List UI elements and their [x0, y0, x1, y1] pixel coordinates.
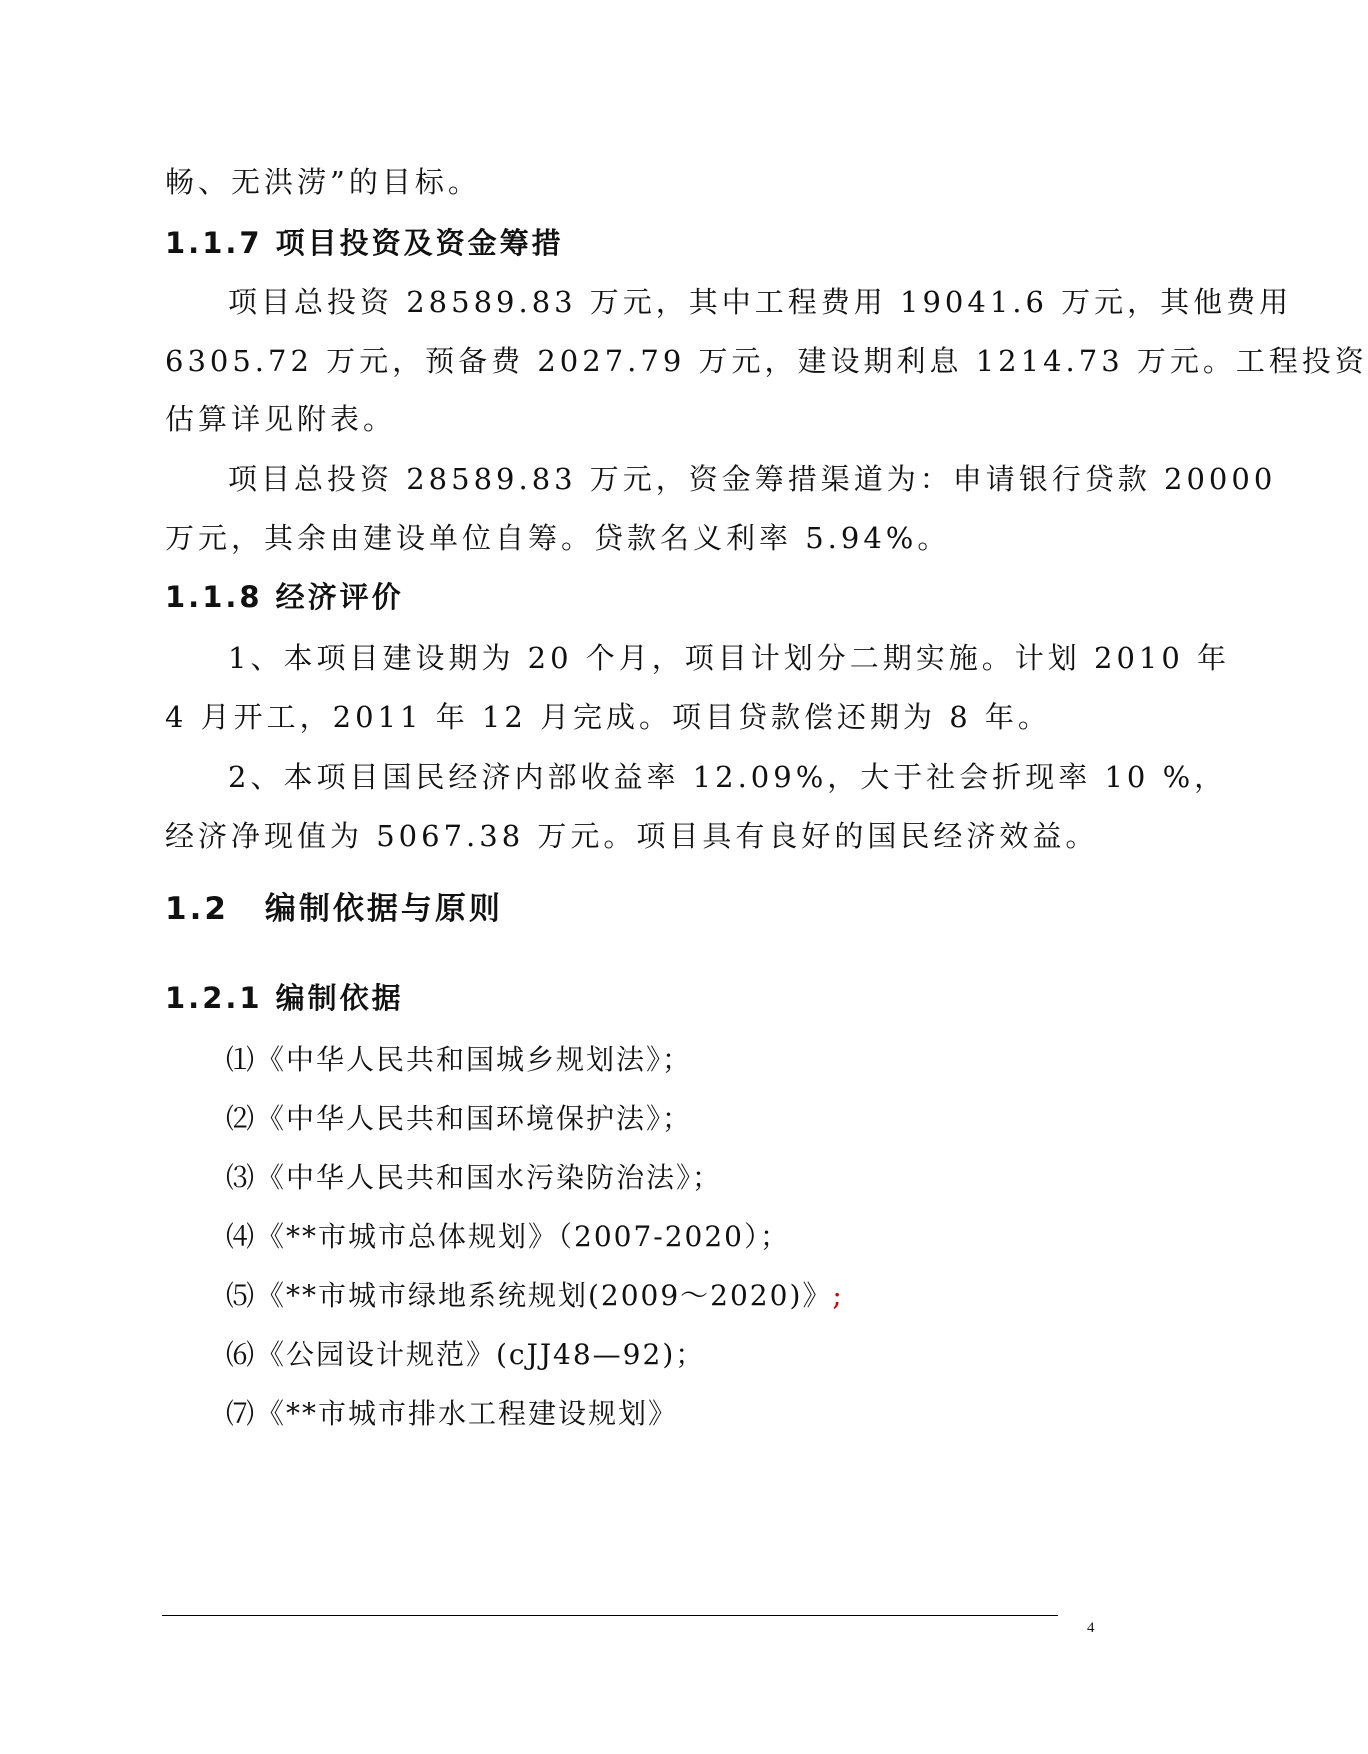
- investment-paragraph-line-2: 6305.72 万元，预备费 2027.79 万元，建设期利息 1214.73 万元。工程投资: [165, 344, 1368, 378]
- investment-paragraph-line-3: 估算详见附表。: [165, 402, 397, 436]
- basis-list-item-text: ⑸《**市城市绿地系统规划(2009～2020)》: [226, 1279, 833, 1312]
- basis-list-item: ⑶《中华人民共和国水污染防治法》；: [226, 1161, 723, 1194]
- heading-1-2-number: 1.2: [165, 891, 229, 927]
- intro-tail-text: 畅、无洪涝”的目标。: [165, 165, 481, 199]
- basis-list-item: ⑹《公园设计规范》(cJJ48—92)；: [226, 1338, 706, 1371]
- heading-1-2: [165, 883, 503, 928]
- basis-list-item: ⑷《**市城市总体规划》（2007-2020）；: [226, 1220, 790, 1253]
- investment-paragraph-line-1: 项目总投资 28589.83 万元，其中工程费用 19041.6 万元，其他费用: [228, 285, 1293, 319]
- heading-1-2-1: 1.2.1 编制依据: [165, 981, 404, 1015]
- heading-1-1-7: 1.1.7 项目投资及资金筹措: [165, 226, 564, 260]
- funding-paragraph-line-1: 项目总投资 28589.83 万元，资金筹措渠道为：申请银行贷款 20000: [228, 462, 1277, 496]
- basis-list-item: ⑺《**市城市排水工程建设规划》: [226, 1397, 679, 1430]
- schedule-paragraph-line-1: 1、本项目建设期为 20 个月，项目计划分二期实施。计划 2010 年: [228, 641, 1231, 675]
- heading-1-1-8: 1.1.8 经济评价: [165, 580, 404, 614]
- schedule-paragraph-line-2: 4 月开工，2011 年 12 月完成。项目贷款偿还期为 8 年。: [165, 700, 1051, 734]
- funding-paragraph-line-2: 万元，其余由建设单位自筹。贷款名义利率 5.94%。: [165, 521, 951, 555]
- basis-list-item: [226, 1274, 844, 1314]
- economic-paragraph-line-1: 2、本项目国民经济内部收益率 12.09%，大于社会折现率 10 %，: [228, 760, 1228, 794]
- page-number: 4: [1087, 1620, 1095, 1636]
- basis-list-item: ⑵《中华人民共和国环境保护法》；: [226, 1102, 693, 1135]
- basis-list-item: ⑴《中华人民共和国城乡规划法》；: [226, 1043, 693, 1076]
- footer-divider: [162, 1615, 1058, 1616]
- heading-1-2-title: 编制依据与原则: [264, 891, 503, 927]
- economic-paragraph-line-2: 经济净现值为 5067.38 万元。项目具有良好的国民经济效益。: [165, 819, 1099, 853]
- red-semicolon: ;: [832, 1279, 844, 1312]
